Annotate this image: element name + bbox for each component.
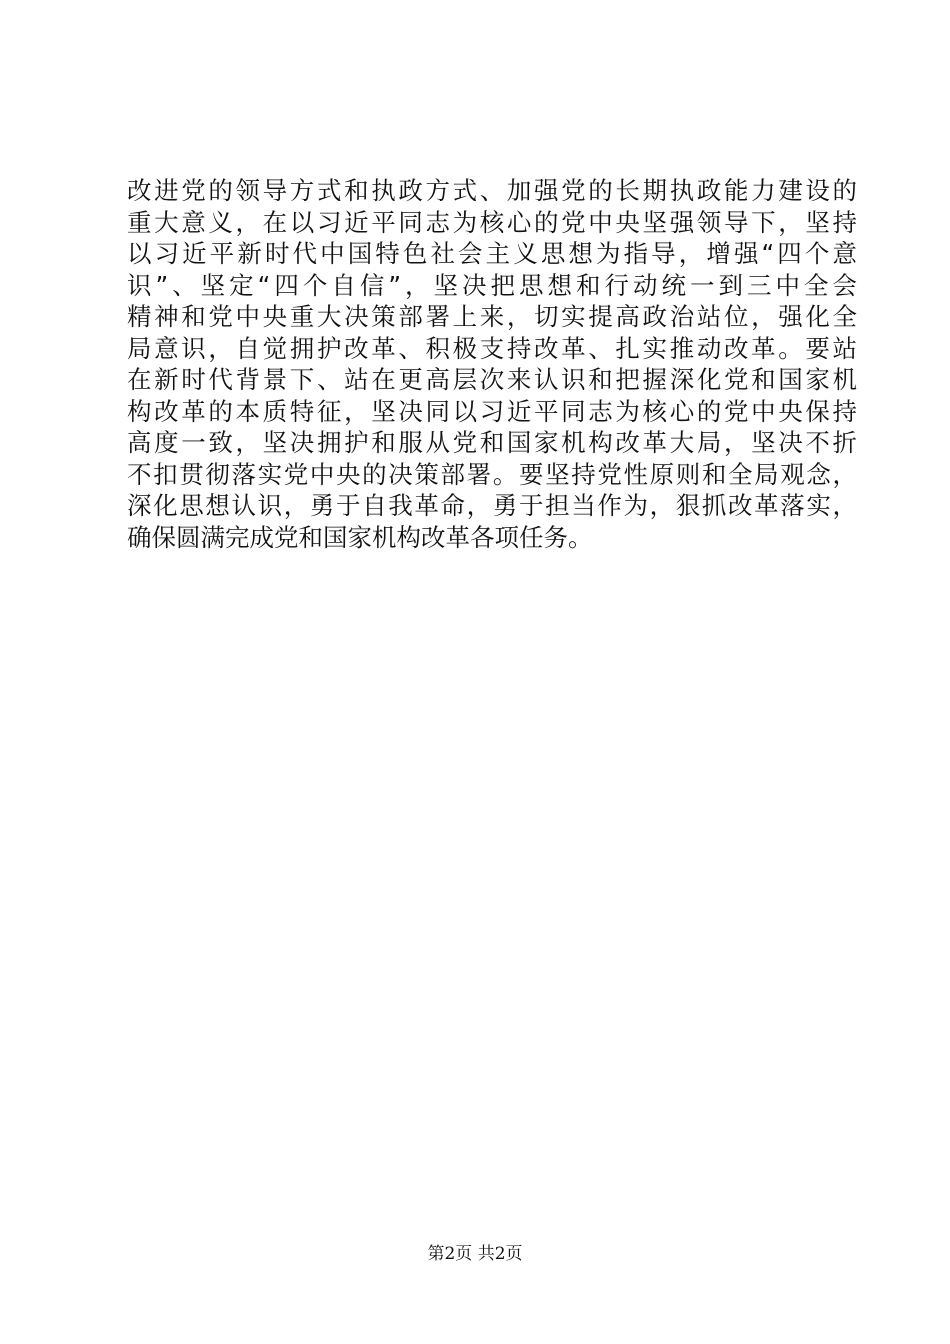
body-paragraph	[127, 175, 857, 553]
paragraph-line: 在新时代背景下、站在更高层次来认识和把握深化党和国家机	[127, 365, 857, 394]
paragraph-line: 重大意义，在以习近平同志为核心的党中央坚强领导下，坚持	[127, 207, 857, 237]
paragraph-line: 构改革的本质特征，坚决同以习近平同志为核心的党中央保持	[127, 396, 857, 426]
paragraph-line: 局意识，自觉拥护改革、积极支持改革、扎实推动改革。要站	[127, 333, 857, 363]
paragraph-line: 识”、坚定“四个自信”，坚决把思想和行动统一到三中全会	[127, 270, 857, 300]
page-footer: 第2页 共2页	[427, 1244, 523, 1264]
paragraph-line: 精神和党中央重大决策部署上来，切实提高政治站位，强化全	[127, 302, 857, 331]
paragraph-line: 不扣贯彻落实党中央的决策部署。要坚持党性原则和全局观念，	[127, 459, 857, 489]
paragraph-line: 确保圆满完成党和国家机构改革各项任务。	[127, 522, 593, 552]
paragraph-line: 改进党的领导方式和执政方式、加强党的长期执政能力建设的	[127, 176, 857, 205]
paragraph-line: 深化思想认识，勇于自我革命，勇于担当作为，狠抓改革落实，	[127, 491, 857, 520]
paragraph-line: 高度一致，坚决拥护和服从党和国家机构改革大局，坚决不折	[127, 428, 857, 457]
paragraph-line: 以习近平新时代中国特色社会主义思想为指导，增强“四个意	[127, 239, 857, 268]
